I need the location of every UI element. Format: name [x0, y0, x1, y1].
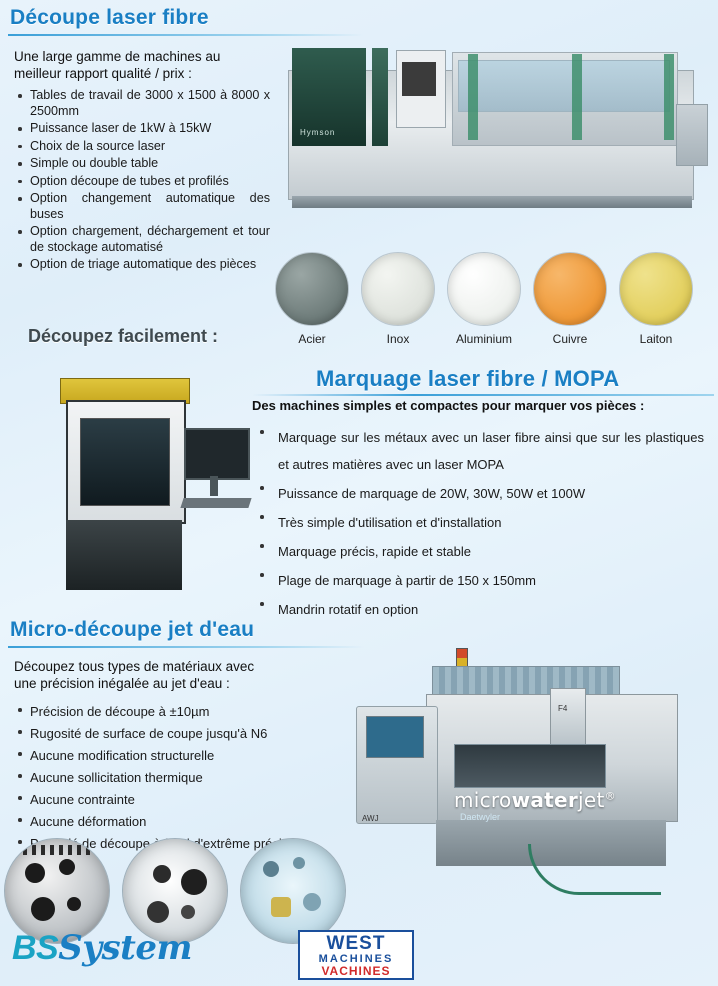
marquage-bullet-list: [256, 424, 704, 625]
logo-main: System: [58, 928, 192, 968]
material-item: [530, 252, 610, 346]
machine-brand-sub: Daetwyler: [460, 812, 501, 822]
machine-base: [292, 196, 692, 208]
west-logo-line1: WEST: [326, 933, 386, 954]
list-item: Mandrin rotatif en option: [256, 596, 704, 623]
brand-part-micro: micro: [454, 788, 512, 812]
monitor-stand: [210, 476, 218, 496]
company-logo: [12, 928, 192, 968]
list-item: Précision de découpe à ±10µm: [14, 702, 350, 722]
machine-monitor: [184, 428, 250, 480]
machine-green-strip: [372, 48, 388, 146]
material-swatch: [619, 252, 693, 326]
material-swatch: [275, 252, 349, 326]
material-item: [444, 252, 524, 346]
laser-bullet-list: [14, 88, 270, 275]
axis-label: AWJ: [362, 814, 379, 823]
decoupez-facilement-subtitle: Découpez facilement :: [28, 326, 219, 346]
sample-part-image: [240, 838, 346, 944]
list-item: Aucune contrainte: [14, 790, 350, 810]
material-label: Laiton: [639, 332, 673, 346]
list-item: Très simple d'utilisation et d'installation: [256, 509, 704, 536]
machine-water-tank: [454, 744, 606, 788]
material-item: [358, 252, 438, 346]
cnc-screen: [366, 716, 424, 758]
section-title-marquage: [316, 366, 619, 392]
waterjet-title: Micro-découpe jet d'eau: [10, 618, 255, 641]
machine-hose: [528, 844, 661, 895]
list-item: Rugosité de surface de coupe jusqu'à N6: [14, 724, 350, 744]
west-machines-logo: [298, 930, 414, 980]
machine-screen: [402, 62, 436, 96]
machine-keyboard: [180, 498, 251, 508]
list-item: Aucune modification structurelle: [14, 746, 350, 766]
brand-part-jet: jet: [578, 788, 605, 812]
list-item: Option chargement, déchargement et tour de stockage automatisé: [14, 224, 270, 255]
machine-window: [80, 418, 170, 506]
list-item: Aucune sollicitation thermique: [14, 768, 350, 788]
waterjet-bullet-list: [14, 702, 350, 856]
machine-exhaust: [676, 104, 708, 166]
west-logo-line3: VACHINES: [300, 965, 412, 978]
waterjet-lead: Découpez tous types de matériaux avec une précision inégalée au jet d'eau :: [14, 659, 255, 691]
marquage-title: Marquage laser fibre / MOPA: [316, 366, 620, 391]
cutting-head-label: F4: [558, 704, 568, 713]
divider-waterjet: [8, 646, 364, 648]
brand-part-water: water: [511, 788, 579, 812]
materials-row: [272, 252, 712, 346]
machine-accent-strip: [468, 54, 478, 140]
material-label: Inox: [386, 332, 410, 346]
cutting-head: [550, 688, 586, 746]
list-item: Tables de travail de 3000 x 1500 à 8000 x 2500mm: [14, 88, 270, 119]
list-item: de découpe d'extrême: [14, 834, 350, 854]
divider-marquage: [252, 394, 714, 396]
marquage-lead: Des machines simples et compactes pour marquer vos pièces :: [252, 398, 645, 413]
marking-machine-image: [44, 370, 254, 600]
list-item: Option de triage automatique des pièces: [14, 257, 270, 273]
list-item: Marquage précis, rapide et stable: [256, 538, 704, 565]
list-item: Choix de la source laser: [14, 139, 270, 155]
list-item: Aucune déformation: [14, 812, 350, 832]
machine-window: [458, 60, 670, 112]
machine-logo: Hymson: [300, 128, 336, 137]
list-item: Option changement automatique des buses: [14, 191, 270, 222]
list-item: Puissance de marquage de 20W, 30W, 50W et 100W: [256, 480, 704, 507]
section-title-waterjet: [10, 618, 254, 642]
material-label: Aluminium: [455, 332, 512, 346]
material-swatch: [361, 252, 435, 326]
divider-laser: [8, 34, 364, 36]
list-item: Puissance laser de 1kW à 15kW: [14, 121, 270, 137]
west-logo-line2: MACHINES: [318, 953, 394, 965]
section-title-laser: [10, 6, 209, 30]
laser-title: Découpe laser fibre: [10, 6, 209, 29]
list-item: Plage de marquage à partir de 150 x 150mm: [256, 567, 704, 594]
logo-prefix: BS: [12, 929, 59, 967]
west-logo-box: [298, 930, 414, 980]
list-item: Option découpe de tubes et profilés: [14, 174, 270, 190]
list-item: Marquage sur les métaux avec un laser fibre ainsi que sur les plastiques et autres matières avec un laser MOPA: [256, 424, 704, 478]
machine-base-cabinet: [66, 520, 182, 590]
material-label: Acier: [298, 332, 326, 346]
brand-registered-mark: ®: [604, 789, 616, 803]
waterjet-machine-image: [336, 648, 708, 900]
material-swatch: [533, 252, 607, 326]
material-swatch: [447, 252, 521, 326]
material-label: Cuivre: [552, 332, 588, 346]
machine-brand: [454, 788, 616, 812]
machine-accent-strip: [572, 54, 582, 140]
material-item: [272, 252, 352, 346]
laser-cutting-machine-image: [272, 40, 708, 240]
laser-lead: Une large gamme de machines au meilleur rapport qualité / prix :: [14, 49, 221, 81]
material-item: [616, 252, 696, 346]
machine-accent-strip: [664, 54, 674, 140]
list-item: Simple ou double table: [14, 156, 270, 172]
